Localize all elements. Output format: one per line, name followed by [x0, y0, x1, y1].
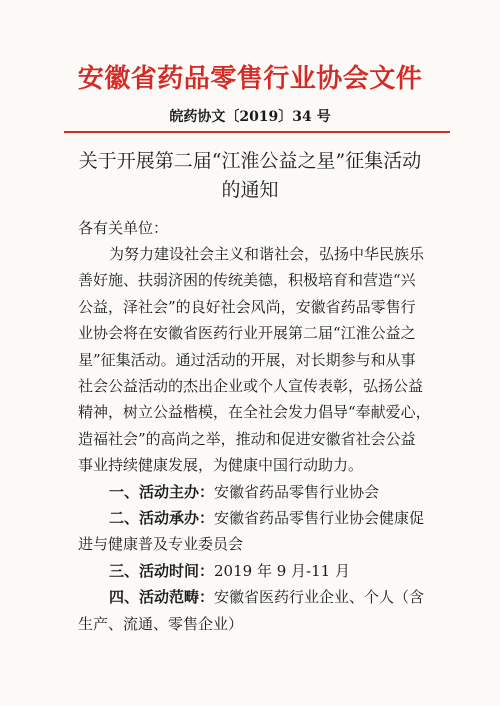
- agency-title: 安徽省药品零售行业协会文件: [77, 64, 423, 94]
- body-line: 善好施、扶弱济困的传统美德，积极培育和营造“兴: [78, 271, 416, 290]
- salutation: 各有关单位：: [78, 219, 169, 237]
- item-organizer: [78, 479, 440, 505]
- item-value: 2019 年 9 月-11 月: [214, 561, 350, 580]
- item-undertaker: [78, 505, 440, 531]
- item-value-continued: 生产、流通、零售企业）: [78, 614, 244, 633]
- item-value: 安徽省药品零售行业协会: [214, 482, 380, 501]
- body-line: 精神，树立公益楷模，在全社会发力倡导“奉献爱心，: [78, 403, 431, 422]
- item-value: 安徽省医药行业企业、个人（含: [214, 588, 425, 607]
- body-line: 社会公益活动的杰出企业或个人宣传表彰，弘扬公益: [78, 377, 424, 396]
- body-line: 事业持续健康发展，为健康中国行动助力。: [78, 456, 364, 475]
- body-line: 星”征集活动。通过活动的开展，对长期参与和从事: [78, 350, 416, 369]
- item-label: 一、活动主办：: [109, 482, 215, 501]
- item-value-continued: 进与健康普及专业委员会: [78, 535, 244, 554]
- body-line: 为努力建设社会主义和谐社会，弘扬中华民族乐: [109, 245, 425, 263]
- notice-title-line-1: 关于开展第二届“江淮公益之星”征集活动: [78, 150, 422, 172]
- notice-title: [0, 147, 500, 205]
- item-scope: [78, 584, 440, 610]
- notice-body: [78, 241, 440, 637]
- body-line: 业协会将在安徽省医药行业开展第二届“江淮公益之: [78, 324, 416, 343]
- body-line: 造福社会”的高尚之举，推动和促进安徽省社会公益: [78, 429, 416, 448]
- notice-title-line-2: 的通知: [221, 179, 279, 201]
- document-number: 皖药协文〔2019〕34 号: [169, 109, 331, 125]
- red-divider-line: [64, 131, 450, 133]
- body-line: 公益，泽社会”的良好社会风尚，安徽省药品零售行: [78, 297, 416, 316]
- item-label: 二、活动承办：: [109, 509, 215, 528]
- item-label: 三、活动时间：: [109, 561, 215, 580]
- item-time: [78, 558, 440, 584]
- item-value: 安徽省药品零售行业协会健康促: [214, 509, 425, 528]
- item-label: 四、活动范畴：: [109, 588, 215, 607]
